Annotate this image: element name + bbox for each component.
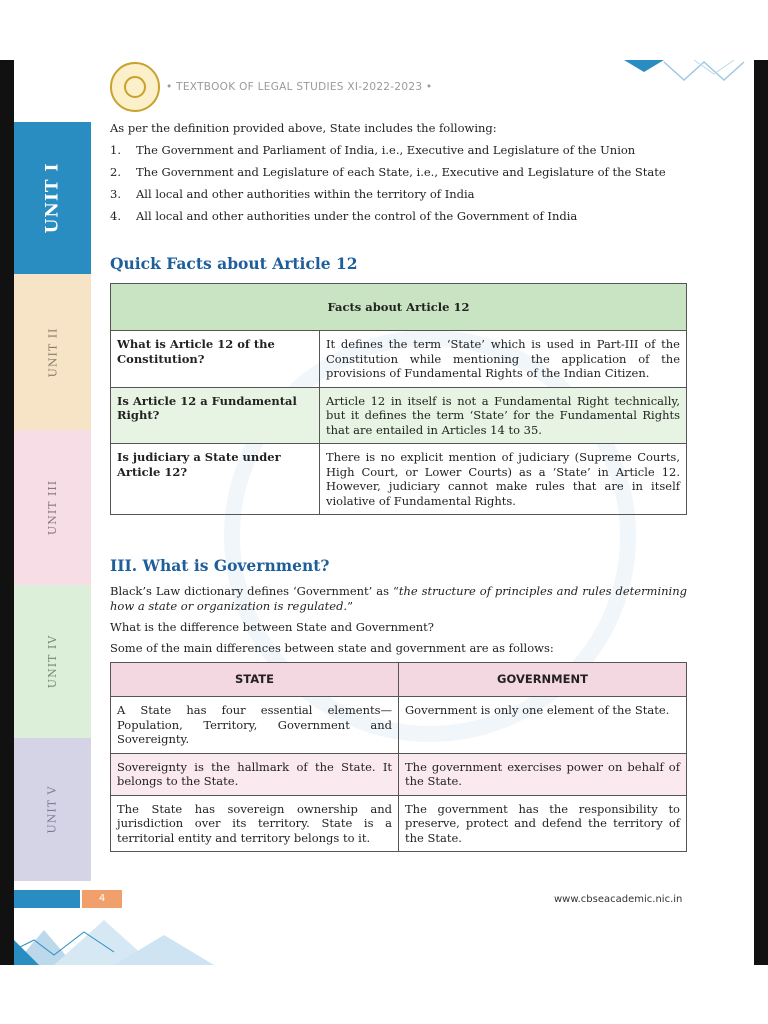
table-row — [111, 753, 687, 795]
left-frame-edge — [0, 60, 14, 965]
list-number: 3. — [110, 187, 121, 201]
state-list — [110, 142, 686, 224]
list-number: 2. — [110, 165, 121, 179]
tab-unit-4-label: UNIT IV — [46, 634, 59, 689]
difference-question: What is the difference between State and Government? — [110, 620, 434, 634]
state-column-header: STATE — [111, 663, 399, 697]
document-page — [14, 60, 754, 965]
footer-url[interactable]: www.cbseacademic.nic.in — [554, 894, 683, 905]
government-cell: Government is only one element of the State. — [399, 697, 687, 754]
difference-lead: Some of the main differences between state and government are as follows: — [110, 641, 554, 655]
table-row — [111, 795, 687, 852]
list-item — [110, 164, 686, 180]
table-row — [111, 697, 687, 754]
intro-text: As per the definition provided above, State includes the following: — [110, 121, 497, 135]
government-cell: The government has the responsibility to preserve, protect and defend the territory of the State. — [399, 795, 687, 852]
state-cell: Sovereignty is the hallmark of the State. It belongs to the State. — [111, 753, 399, 795]
state-government-table — [110, 662, 687, 852]
definition-prefix: Black’s Law dictionary defines ‘Government’ as “ — [110, 584, 399, 598]
tab-unit-5-label: UNIT V — [46, 785, 59, 834]
government-column-header: GOVERNMENT — [399, 663, 687, 697]
list-text: The Government and Legislature of each State, i.e., Executive and Legislature of the State — [136, 165, 666, 179]
fact-answer: There is no explicit mention of judiciary (Supreme Courts, High Court, or Lower Courts) as a ‘State’ in Article 12. However, judiciary cannot make rules that are in itself violative of Fundamental Rights. — [320, 444, 687, 515]
government-heading: III. What is Government? — [110, 556, 330, 575]
tab-unit-1[interactable] — [14, 122, 91, 274]
state-cell: The State has sovereign ownership and jurisdiction over its territory. State is a territorial entity and territory belongs to it. — [111, 795, 399, 852]
list-text: The Government and Parliament of India, i.e., Executive and Legislature of the Union — [136, 143, 636, 157]
tab-unit-1-label: UNIT I — [42, 162, 63, 234]
page-header — [110, 64, 432, 110]
list-item — [110, 208, 686, 224]
list-item — [110, 142, 686, 158]
facts-table — [110, 283, 687, 515]
page-number: 4 — [82, 890, 122, 908]
definition-suffix: ” — [347, 599, 353, 613]
cbse-logo-icon — [110, 62, 160, 112]
tab-unit-3-label: UNIT III — [46, 479, 59, 536]
table-row — [111, 444, 687, 515]
right-frame-edge — [754, 60, 768, 965]
list-text: All local and other authorities within the territory of India — [136, 187, 475, 201]
tab-unit-4[interactable] — [14, 585, 91, 738]
table-row — [111, 387, 687, 444]
list-item — [110, 186, 686, 202]
state-definition-section — [110, 120, 686, 230]
government-cell: The government exercises power on behalf of the State. — [399, 753, 687, 795]
definition-paragraph — [110, 584, 687, 614]
fact-question: Is Article 12 a Fundamental Right? — [111, 387, 320, 444]
fact-answer: Article 12 in itself is not a Fundamental Right technically, but it defines the term ‘State’ for the Fundamental Rights that are entailed in Articles 14 to 35. — [320, 387, 687, 444]
fact-question: What is Article 12 of the Constitution? — [111, 331, 320, 388]
government-definition — [110, 584, 687, 662]
facts-table-header: Facts about Article 12 — [111, 284, 687, 331]
tab-unit-2-label: UNIT II — [45, 327, 59, 377]
decorative-triangles-top — [604, 60, 754, 90]
list-number: 1. — [110, 143, 121, 157]
header-title: • TEXTBOOK OF LEGAL STUDIES XI-2022-2023 • — [166, 81, 433, 93]
list-text: All local and other authorities under the control of the Government of India — [136, 209, 578, 223]
fact-answer: It defines the term ‘State’ which is used in Part-III of the Constitution while mentioning the application of the provisions of Fundamental Rights of the Indian Citizen. — [320, 331, 687, 388]
tab-unit-3[interactable] — [14, 430, 91, 585]
fact-question: Is judiciary a State under Article 12? — [111, 444, 320, 515]
definition-quote: the structure of principles and rules determining how a state or organization is regulated. — [110, 584, 687, 613]
footer-accent-bar — [14, 890, 80, 908]
list-number: 4. — [110, 209, 121, 223]
table-row — [111, 331, 687, 388]
tab-unit-5[interactable] — [14, 738, 91, 881]
decorative-mountains-bottom — [14, 910, 244, 965]
state-cell: A State has four essential elements—Population, Territory, Government and Sovereignty. — [111, 697, 399, 754]
quick-facts-heading: Quick Facts about Article 12 — [110, 254, 358, 273]
tab-unit-2[interactable] — [14, 274, 91, 430]
